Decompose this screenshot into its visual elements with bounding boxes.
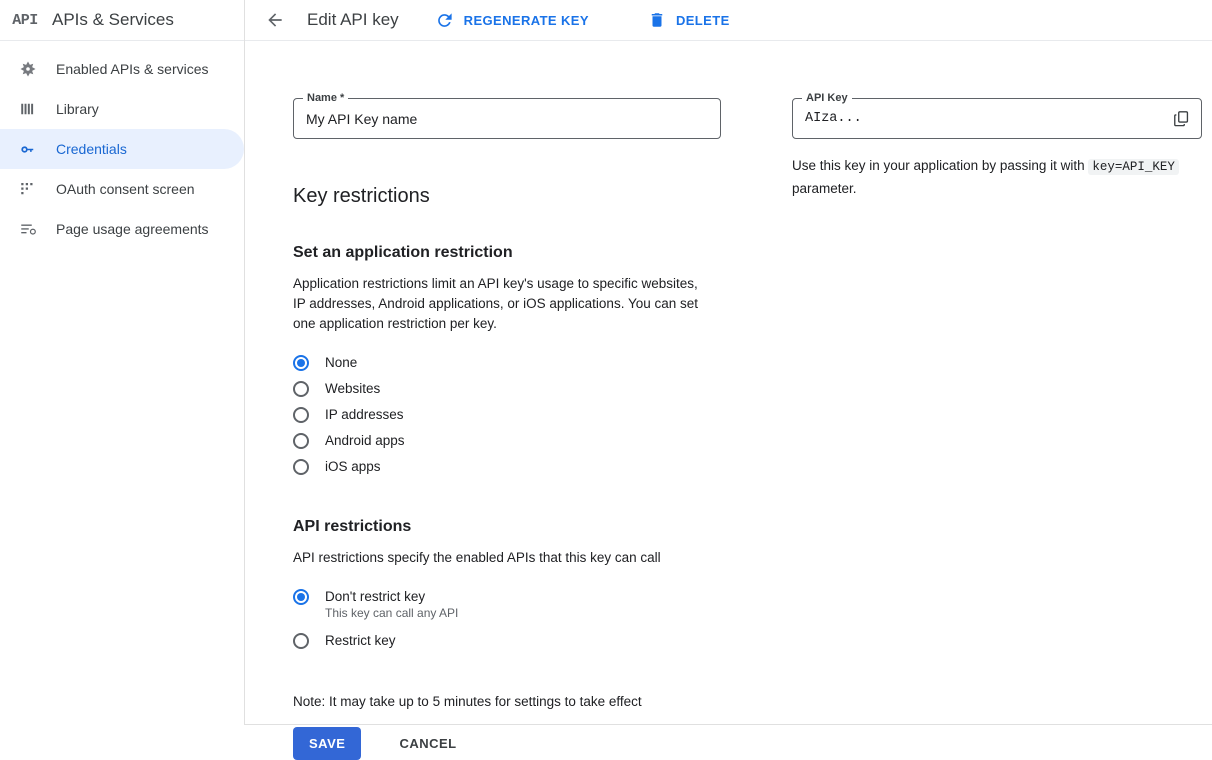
delete-button[interactable] [647, 10, 730, 30]
dashboard-icon [16, 57, 40, 81]
name-field-label: Name * [303, 92, 348, 104]
topbar [245, 0, 1212, 41]
radio-option-restrict-key[interactable] [293, 630, 721, 656]
save-button[interactable]: SAVE [293, 727, 361, 760]
radio-option-none[interactable] [293, 352, 721, 378]
key-restrictions-heading: Key restrictions [293, 185, 430, 207]
api-key-field-label: API Key [802, 92, 852, 104]
api-key-hint-code: key=API_KEY [1088, 159, 1179, 175]
api-key-hint-suffix: parameter. [792, 181, 857, 196]
main-panel [245, 0, 1212, 751]
radio-label: Android apps [325, 433, 405, 448]
api-restrictions-description: API restrictions specify the enabled APIs that this key can call [293, 550, 661, 565]
radio-label: Websites [325, 381, 381, 396]
sidebar-item-label: OAuth consent screen [56, 181, 195, 197]
application-restriction-heading: Set an application restriction [293, 244, 513, 261]
application-restriction-radio-group [293, 352, 721, 482]
sidebar-item-oauth-consent-screen[interactable] [0, 169, 244, 209]
radio-indicator [293, 589, 309, 605]
radio-label: Restrict key [325, 633, 396, 648]
api-key-input[interactable] [793, 111, 1163, 126]
application-restriction-description: Application restrictions limit an API key's usage to specific websites, IP addresses, Android applications, or iOS applications. You can set one application restriction per key. [293, 276, 699, 331]
api-restrictions-heading: API restrictions [293, 518, 412, 535]
radio-option-dont-restrict-key-sublabel: This key can call any API [325, 606, 459, 620]
form-actions [293, 727, 721, 760]
copy-icon[interactable] [1163, 101, 1199, 137]
sidebar-item-label: Library [56, 101, 99, 117]
page-title: Edit API key [307, 10, 399, 29]
sidebar-item-credentials[interactable] [0, 129, 244, 169]
radio-indicator [293, 459, 309, 475]
sidebar-header [0, 0, 244, 41]
radio-indicator [293, 407, 309, 423]
delete-label: DELETE [675, 12, 730, 28]
radio-label: Don't restrict key [325, 589, 426, 604]
refresh-icon [435, 10, 455, 30]
settings-delay-note: Note: It may take up to 5 minutes for settings to take effect [293, 694, 642, 709]
radio-label: None [325, 355, 358, 370]
radio-indicator [293, 633, 309, 649]
product-title: APIs & Services [52, 10, 174, 29]
key-icon [16, 137, 40, 161]
regenerate-key-label: REGENERATE KEY [463, 12, 589, 28]
consent-icon [16, 177, 40, 201]
sidebar-item-enabled-apis[interactable] [0, 49, 244, 89]
left-column [293, 92, 721, 760]
radio-option-websites[interactable] [293, 378, 721, 404]
radio-label: iOS apps [325, 459, 381, 474]
radio-indicator [293, 355, 309, 371]
cancel-button[interactable]: CANCEL [393, 735, 462, 752]
radio-indicator [293, 381, 309, 397]
api-restrictions-radio-group [293, 586, 721, 656]
arrow-back-icon[interactable] [257, 2, 293, 38]
radio-option-dont-restrict-key[interactable] [293, 586, 721, 608]
sidebar-nav [0, 41, 244, 249]
sidebar-item-label: Page usage agreements [56, 221, 209, 237]
radio-label: IP addresses [325, 407, 404, 422]
api-key-field-wrapper [792, 92, 1202, 139]
library-icon [16, 97, 40, 121]
regenerate-key-button[interactable] [435, 10, 589, 30]
radio-indicator [293, 433, 309, 449]
api-key-hint-prefix: Use this key in your application by passing it with [792, 158, 1089, 173]
radio-option-ios-apps[interactable] [293, 456, 721, 482]
sidebar-item-page-usage-agreements[interactable] [0, 209, 244, 249]
radio-option-ip-addresses[interactable] [293, 404, 721, 430]
radio-option-android-apps[interactable] [293, 430, 721, 456]
sidebar-item-library[interactable] [0, 89, 244, 129]
sidebar [0, 0, 245, 725]
right-column [792, 92, 1202, 199]
api-logo-icon: API [12, 11, 38, 29]
api-key-usage-hint [792, 155, 1192, 199]
trash-icon [647, 10, 667, 30]
sidebar-item-label: Enabled APIs & services [56, 61, 209, 77]
bottom-divider [245, 724, 1212, 725]
name-field-wrapper [293, 92, 721, 139]
agreements-icon [16, 217, 40, 241]
sidebar-item-label: Credentials [56, 141, 127, 157]
name-input[interactable] [294, 111, 720, 127]
